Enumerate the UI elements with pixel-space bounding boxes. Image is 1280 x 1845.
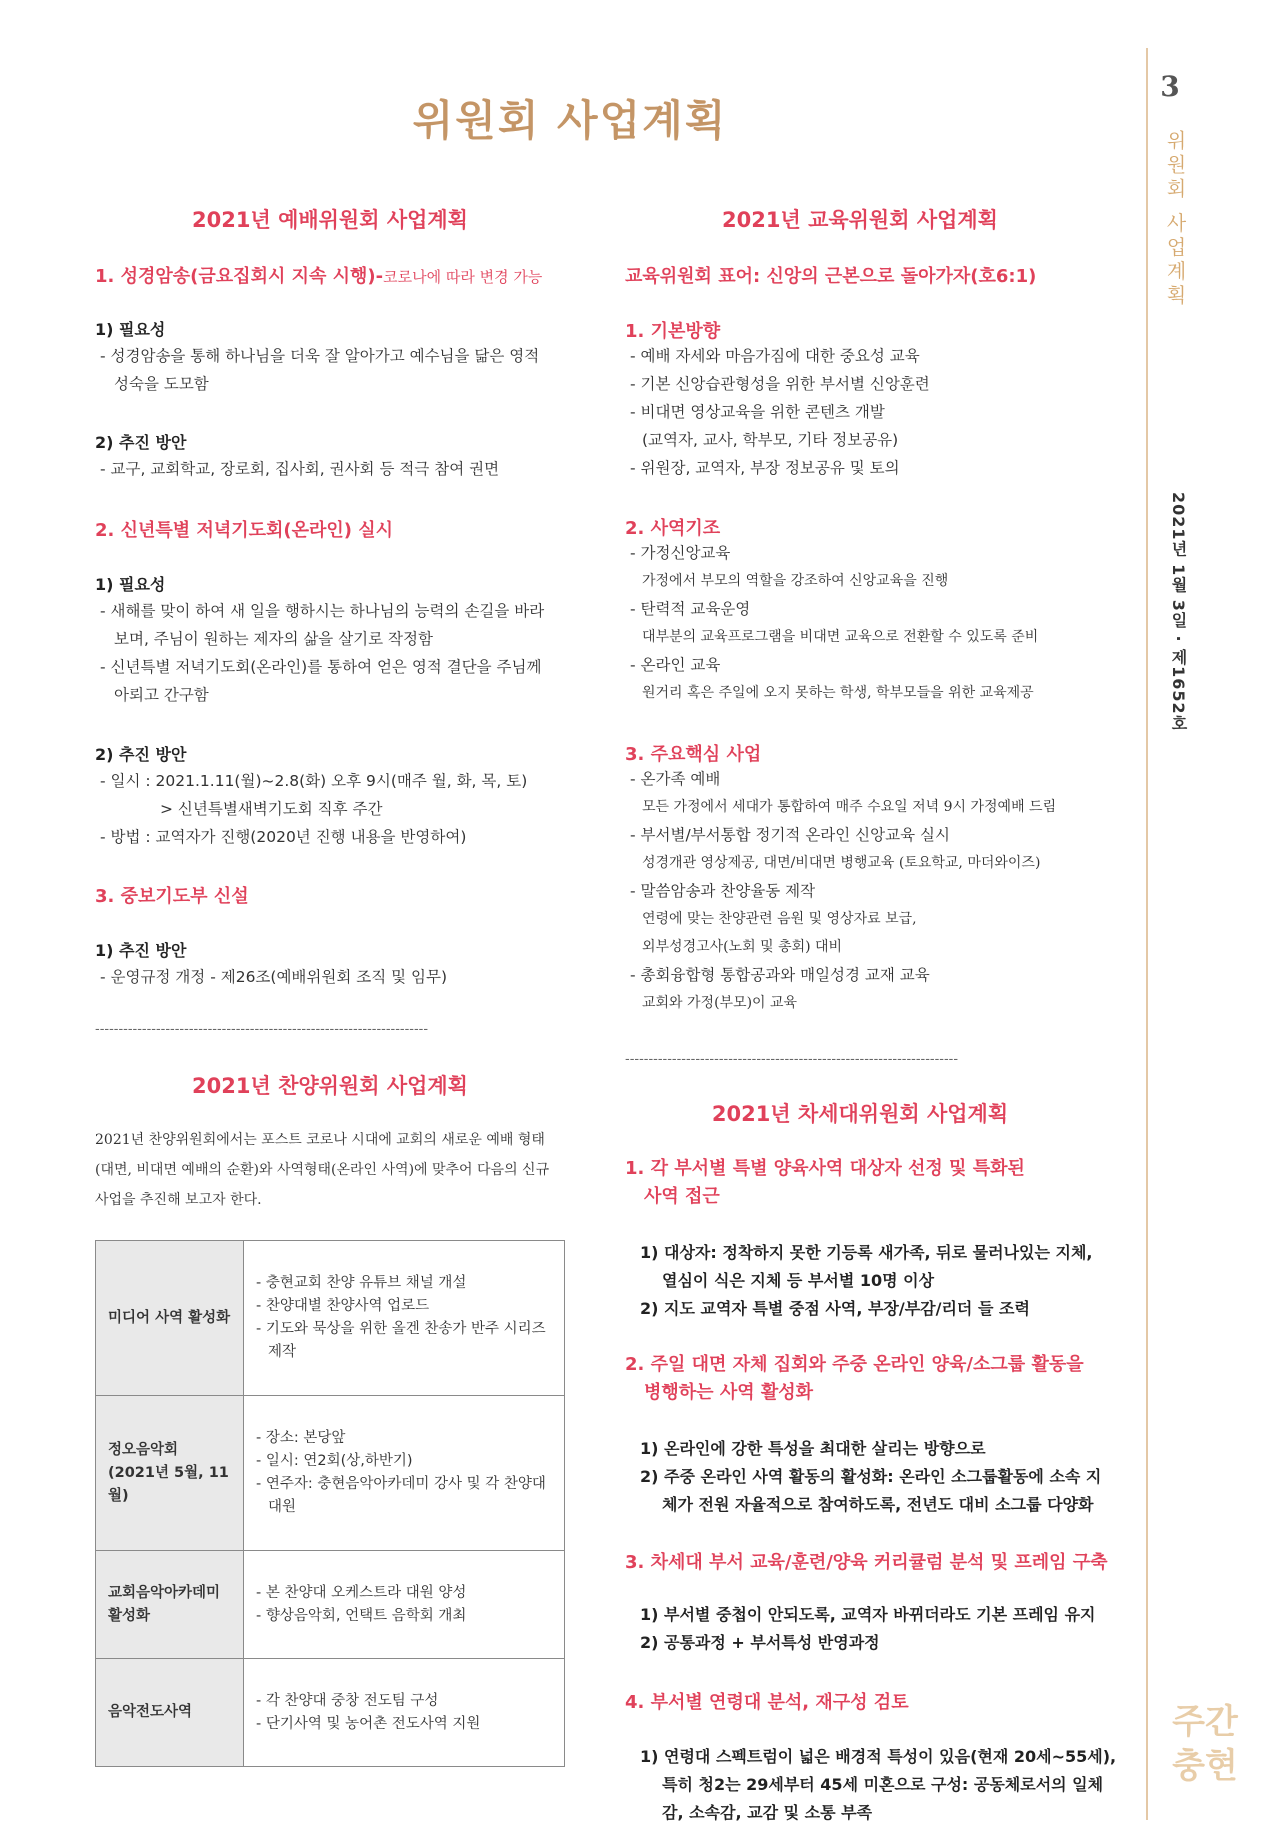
- education-s3-l6: 연령에 맞는 찬양관련 음원 및 영상자료 보급,: [642, 911, 917, 927]
- logo-line-2: 충현: [1172, 1746, 1238, 1786]
- worship-s3-title: 3. 중보기도부 신설: [95, 886, 249, 907]
- praise-row-evangelism: [96, 1659, 565, 1767]
- education-s2-l2: 가정에서 부모의 역할을 강조하여 신앙교육을 진행: [642, 573, 949, 589]
- education-motto: 교육위원회 표어: 신앙의 근본으로 돌아가자(호6:1): [625, 266, 1037, 287]
- worship-s2-plan-l1: - 일시 : 2021.1.11(월)~2.8(화) 오후 9시(매주 월, 화, 목, 토): [100, 772, 528, 790]
- praise-intro-l2: (대면, 비대면 예배의 순환)와 사역형태(온라인 사역)에 맞추어 다음의 신규: [95, 1162, 550, 1178]
- praise-table: [95, 1240, 565, 1767]
- nextgen-s2-title-l2: 병행하는 사역 활성화: [644, 1382, 814, 1403]
- praise-item: 제작: [268, 1344, 297, 1360]
- education-s2-title: 2. 사역기조: [625, 518, 721, 539]
- page-title: 위원회 사업계획: [412, 96, 728, 145]
- nextgen-s2-l2: 2) 주중 온라인 사역 활동의 활성화: 온라인 소그룹활동에 소속 지: [640, 1467, 1102, 1486]
- praise-item: - 향상음악회, 언택트 음학회 개최: [256, 1607, 467, 1624]
- worship-s2-plan: 2) 추진 방안: [95, 745, 187, 764]
- praise-row-content: [244, 1241, 565, 1396]
- education-s3-l3: - 부서별/부서통합 정기적 온라인 신앙교육 실시: [630, 826, 950, 844]
- praise-item: - 찬양대별 찬양사역 업로드: [256, 1298, 430, 1314]
- nextgen-s1-title-l2: 사역 접근: [644, 1186, 720, 1207]
- worship-s2-need: 1) 필요성: [95, 575, 166, 594]
- divider-right: -----------------------------------------------------------------------: [625, 1052, 959, 1067]
- praise-item: - 기도와 묵상을 위한 올겐 찬송가 반주 시리즈: [256, 1321, 546, 1337]
- section-category: 위원회 사업계획: [1163, 130, 1187, 309]
- nextgen-s4-l3: 감, 소속감, 교감 및 소통 부족: [662, 1803, 873, 1822]
- worship-s2-need-l4: 아뢰고 간구함: [114, 686, 209, 704]
- education-s2-l3: - 탄력적 교육운영: [630, 600, 751, 618]
- praise-item: - 단기사역 및 농어촌 전도사역 지원: [256, 1715, 481, 1732]
- education-title: 2021년 교육위원회 사업계획: [722, 208, 998, 232]
- worship-s2-need-l3: - 신년특별 저녁기도회(온라인)를 통하여 얻은 영적 결단을 주님께: [100, 658, 542, 676]
- nextgen-s2-l1: 1) 온라인에 강한 특성을 최대한 살리는 방향으로: [640, 1439, 986, 1458]
- worship-s1-need-l2: 성숙을 도모함: [114, 375, 209, 393]
- praise-item: - 각 찬양대 중창 전도팀 구성: [256, 1692, 439, 1709]
- worship-s1-title-main: 1. 성경암송(금요집회시 지속 시행)-: [95, 266, 384, 287]
- worship-s1-note: 코로나에 따라 변경 가능: [383, 268, 543, 286]
- praise-item: - 장소: 본당앞: [256, 1430, 346, 1446]
- worship-s2-plan-l2: > 신년특별새벽기도회 직후 주간: [160, 800, 383, 818]
- education-s3-l5: - 말씀암송과 찬양율동 제작: [630, 882, 816, 900]
- education-s3-l1: - 온가족 예배: [630, 770, 721, 788]
- praise-row-content: [244, 1659, 565, 1767]
- issue-date: 2021년 1월 3일 · 제1652호: [1169, 492, 1188, 732]
- nextgen-s1-l3: 2) 지도 교역자 특별 중점 사역, 부장/부감/리더 들 조력: [640, 1299, 1030, 1318]
- education-s3-l2: 모든 가정에서 세대가 통합하여 매주 수요일 저녁 9시 가정예배 드림: [642, 799, 1057, 815]
- nextgen-title: 2021년 차세대위원회 사업계획: [711, 1102, 1009, 1126]
- publication-logo: [1160, 1700, 1250, 1788]
- praise-row-media: [96, 1241, 565, 1396]
- education-s3-title: 3. 주요핵심 사업: [625, 744, 762, 765]
- worship-s1-title: [95, 262, 542, 288]
- praise-row-label: 정오음악회 (2021년 5월, 11월): [96, 1396, 244, 1551]
- praise-row-content: [244, 1396, 565, 1551]
- education-s2-l4: 대부분의 교육프로그램을 비대면 교육으로 전환할 수 있도록 준비: [642, 629, 1039, 645]
- worship-title: 2021년 예배위원회 사업계획: [192, 208, 468, 232]
- praise-row-label: 음악전도사역: [96, 1659, 244, 1767]
- nextgen-s2-title-l1: 2. 주일 대면 자체 집회와 주중 온라인 양육/소그룹 활동을: [625, 1354, 1084, 1375]
- nextgen-s1-title-l1: 1. 각 부서별 특별 양육사역 대상자 선정 및 특화된: [625, 1158, 1025, 1179]
- nextgen-s3-l2: 2) 공통과정 + 부서특성 반영과정: [640, 1633, 880, 1652]
- education-s1-l1: - 예배 자세와 마음가짐에 대한 중요성 교육: [630, 347, 920, 365]
- page-number: 3: [1160, 70, 1180, 103]
- worship-s2-need-l1: - 새해를 맞이 하여 새 일을 행하시는 하나님의 능력의 손길을 바라: [100, 602, 545, 620]
- worship-s3-plan: 1) 추진 방안: [95, 941, 187, 960]
- nextgen-s2-l3: 체가 전원 자율적으로 참여하도록, 전년도 대비 소그룹 다양화: [662, 1495, 1094, 1514]
- education-s2-l6: 원거리 혹은 주일에 오지 못하는 학생, 학부모들을 위한 교육제공: [642, 685, 1034, 701]
- education-s1-l4: (교역자, 교사, 학부모, 기타 정보공유): [642, 431, 899, 449]
- education-s1-title: 1. 기본방향: [625, 321, 721, 342]
- nextgen-s1-l2: 열심이 식은 지체 등 부서별 10명 이상: [662, 1271, 935, 1290]
- education-s3-l7: 외부성경고사(노회 및 총회) 대비: [642, 939, 843, 955]
- worship-s1-need: 1) 필요성: [95, 320, 166, 339]
- nextgen-s4-l2: 특히 청2는 29세부터 45세 미혼으로 구성: 공동체로서의 일체: [662, 1775, 1104, 1794]
- praise-intro-l3: 사업을 추진해 보고자 한다.: [95, 1192, 262, 1208]
- worship-s2-need-l2: 보며, 주님이 원하는 제자의 삶을 살기로 작정함: [114, 630, 433, 648]
- praise-item: - 본 찬양대 오케스트라 대원 양성: [256, 1584, 467, 1601]
- worship-s3-plan-l1: - 운영규정 개정 - 제26조(예배위원회 조직 및 임무): [100, 968, 448, 986]
- education-s1-l5: - 위원장, 교역자, 부장 정보공유 및 토의: [630, 459, 900, 477]
- praise-item: - 일시: 연2회(상,하반기): [256, 1453, 413, 1469]
- praise-title: 2021년 찬양위원회 사업계획: [192, 1074, 468, 1098]
- praise-item: - 연주자: 충현음악아카데미 강사 및 각 찬양대: [256, 1476, 546, 1492]
- education-s2-l5: - 온라인 교육: [630, 656, 721, 674]
- praise-intro-l1: 2021년 찬양위원회에서는 포스트 코로나 시대에 교회의 새로운 예배 형태: [95, 1132, 545, 1148]
- education-s1-l3: - 비대면 영상교육을 위한 콘텐츠 개발: [630, 403, 885, 421]
- nextgen-s4-l1: 1) 연령대 스펙트럼이 넓은 배경적 특성이 있음(현재 20세~55세),: [640, 1747, 1117, 1766]
- praise-row-academy: [96, 1551, 565, 1659]
- education-s3-l9: 교회와 가정(부모)이 교육: [642, 995, 798, 1011]
- praise-item: 대원: [268, 1499, 297, 1515]
- praise-row-label: 교회음악아카데미 활성화: [96, 1551, 244, 1659]
- worship-s2-plan-l3: - 방법 : 교역자가 진행(2020년 진행 내용을 반영하여): [100, 828, 467, 846]
- education-s3-l4: 성경개관 영상제공, 대면/비대면 병행교육 (토요학교, 마더와이즈): [642, 855, 1041, 871]
- education-s2-l1: - 가정신앙교육: [630, 544, 731, 562]
- logo-line-1: 주간: [1172, 1702, 1238, 1742]
- nextgen-s4-title: 4. 부서별 연령대 분석, 재구성 검토: [625, 1692, 909, 1713]
- praise-row-content: [244, 1551, 565, 1659]
- worship-s1-need-l1: - 성경암송을 통해 하나님을 더욱 잘 알아가고 예수님을 닮은 영적: [100, 347, 540, 365]
- nextgen-s1-l1: 1) 대상자: 정착하지 못한 기등록 새가족, 뒤로 물러나있는 지체,: [640, 1243, 1093, 1262]
- worship-s1-plan-l1: - 교구, 교회학교, 장로회, 집사회, 권사회 등 적극 참여 권면: [100, 460, 500, 478]
- divider-left: -----------------------------------------------------------------------: [95, 1022, 429, 1037]
- nextgen-s3-title: 3. 차세대 부서 교육/훈련/양육 커리큘럼 분석 및 프레임 구축: [625, 1552, 1108, 1573]
- worship-s2-title: 2. 신년특별 저녁기도회(온라인) 실시: [95, 520, 394, 541]
- praise-item: - 충현교회 찬양 유튜브 채널 개설: [256, 1275, 467, 1291]
- praise-row-label: 미디어 사역 활성화: [96, 1241, 244, 1396]
- praise-row-concert: [96, 1396, 565, 1551]
- worship-s1-plan: 2) 추진 방안: [95, 433, 187, 452]
- nextgen-s3-l1: 1) 부서별 중첩이 안되도록, 교역자 바뀌더라도 기본 프레임 유지: [640, 1605, 1096, 1624]
- education-s3-l8: - 총회융합형 통합공과와 매일성경 교재 교육: [630, 966, 930, 984]
- rail-divider: [1146, 48, 1148, 1820]
- education-s1-l2: - 기본 신앙습관형성을 위한 부서별 신앙훈련: [630, 375, 930, 393]
